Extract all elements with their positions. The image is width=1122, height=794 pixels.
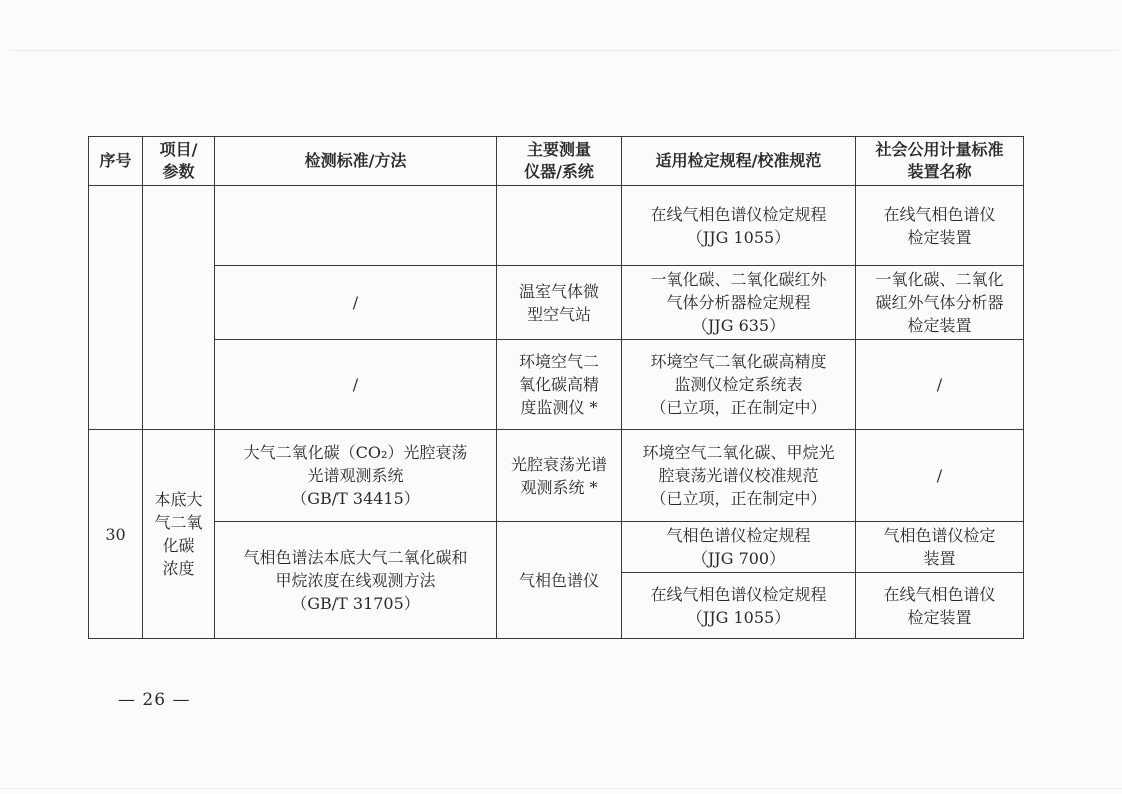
footer-rule bbox=[0, 788, 1122, 789]
cell-regulation: 在线气相色谱仪检定规程 （JJG 1055） bbox=[622, 573, 856, 639]
cell-standard: / bbox=[215, 266, 497, 340]
cell-regulation: 气相色谱仪检定规程 （JJG 700） bbox=[622, 522, 856, 573]
cell-standard: 大气二氧化碳（CO₂）光腔衰荡 光谱观测系统 （GB/T 34415） bbox=[215, 430, 497, 522]
cell-device: 一氧化碳、二氧化 碳红外气体分析器 检定装置 bbox=[856, 266, 1024, 340]
cell-regulation: 环境空气二氧化碳高精度 监测仪检定系统表 （已立项，正在制定中） bbox=[622, 340, 856, 430]
cell-instrument: 气相色谱仪 bbox=[497, 522, 622, 639]
cell-device: 在线气相色谱仪 检定装置 bbox=[856, 186, 1024, 266]
cell-no: 30 bbox=[89, 430, 143, 639]
header-rule bbox=[10, 50, 1118, 51]
cell-no-empty bbox=[89, 186, 143, 430]
table-row bbox=[89, 266, 1024, 340]
header-regulation: 适用检定规程/校准规范 bbox=[622, 137, 856, 186]
table-row bbox=[89, 430, 1024, 522]
cell-regulation: 一氧化碳、二氧化碳红外 气体分析器检定规程 （JJG 635） bbox=[622, 266, 856, 340]
header-device: 社会公用计量标准 装置名称 bbox=[856, 137, 1024, 186]
page-number: — 26 — bbox=[118, 690, 191, 710]
cell-instrument: 温室气体微 型空气站 bbox=[497, 266, 622, 340]
header-no: 序号 bbox=[89, 137, 143, 186]
table-row bbox=[89, 340, 1024, 430]
cell-instrument-empty bbox=[497, 186, 622, 266]
cell-item-empty bbox=[143, 186, 215, 430]
cell-instrument: 光腔衰荡光谱 观测系统 * bbox=[497, 430, 622, 522]
cell-device: 气相色谱仪检定 装置 bbox=[856, 522, 1024, 573]
cell-item: 本底大 气二氧 化碳 浓度 bbox=[143, 430, 215, 639]
header-item: 项目/ 参数 bbox=[143, 137, 215, 186]
header-instrument: 主要测量 仪器/系统 bbox=[497, 137, 622, 186]
table-row bbox=[89, 522, 1024, 573]
cell-instrument: 环境空气二 氧化碳高精 度监测仪 * bbox=[497, 340, 622, 430]
standards-table bbox=[88, 136, 1024, 639]
header-standard: 检测标准/方法 bbox=[215, 137, 497, 186]
cell-regulation: 在线气相色谱仪检定规程 （JJG 1055） bbox=[622, 186, 856, 266]
cell-device: 在线气相色谱仪 检定装置 bbox=[856, 573, 1024, 639]
table-row bbox=[89, 186, 1024, 266]
cell-device: / bbox=[856, 430, 1024, 522]
cell-standard: / bbox=[215, 340, 497, 430]
table-header-row bbox=[89, 137, 1024, 186]
cell-regulation: 环境空气二氧化碳、甲烷光 腔衰荡光谱仪校准规范 （已立项，正在制定中） bbox=[622, 430, 856, 522]
cell-standard: 气相色谱法本底大气二氧化碳和 甲烷浓度在线观测方法 （GB/T 31705） bbox=[215, 522, 497, 639]
cell-device: / bbox=[856, 340, 1024, 430]
cell-standard-empty bbox=[215, 186, 497, 266]
